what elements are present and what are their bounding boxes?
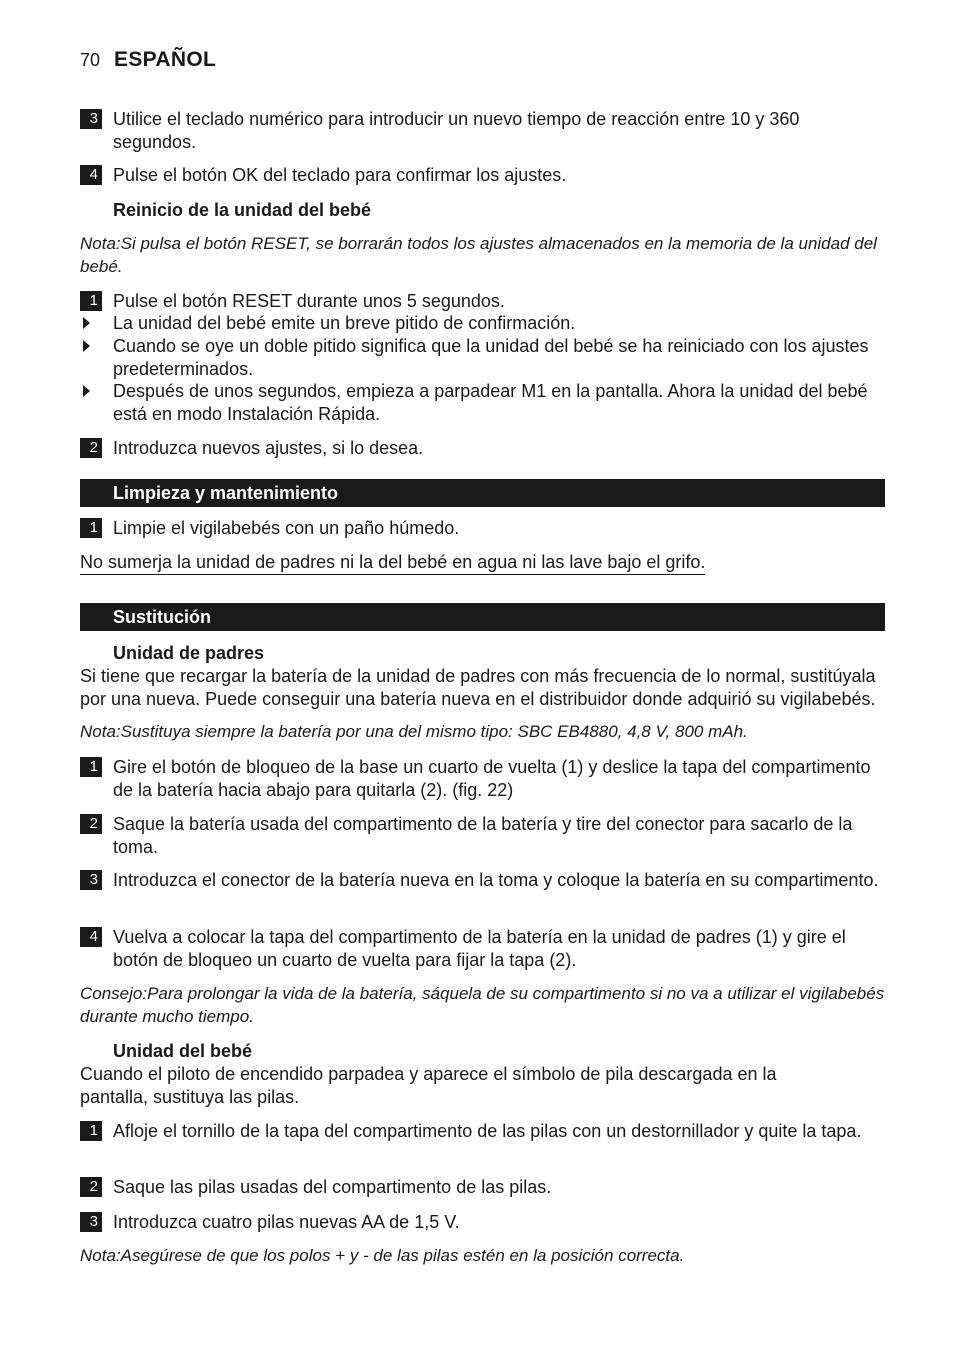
reset-bullet-2 bbox=[80, 335, 885, 380]
parent-step-2 bbox=[80, 813, 885, 858]
step-text: Pulse el botón RESET durante unos 5 segundos. bbox=[113, 291, 505, 311]
cleaning-step-1 bbox=[80, 517, 885, 540]
bullet-arrow-icon bbox=[80, 380, 102, 425]
parent-unit-intro: Si tiene que recargar la batería de la unidad de padres con más frecuencia de lo normal, sustitúyala por una nueva. Puede conseguir una batería nueva en el distribuidor donde adquirió su vigilabebés. bbox=[80, 666, 876, 709]
step-4-confirm bbox=[80, 164, 885, 187]
section-bar-replacement bbox=[80, 603, 885, 631]
section-title: Limpieza y mantenimiento bbox=[113, 483, 339, 503]
step-number: 2 bbox=[80, 1177, 102, 1197]
step-text: Pulse el botón OK del teclado para confirmar los ajustes. bbox=[113, 165, 567, 185]
step-text: Introduzca cuatro pilas nuevas AA de 1,5 V. bbox=[113, 1212, 460, 1232]
page-number: 70 bbox=[80, 50, 101, 70]
baby-step-2 bbox=[80, 1176, 885, 1199]
bullet-text: Después de unos segundos, empieza a parpadear M1 en la pantalla. Ahora la unidad del bebé está en modo Instalación Rápida. bbox=[113, 381, 868, 424]
reset-heading: Reinicio de la unidad del bebé bbox=[113, 200, 372, 220]
bullet-text: La unidad del bebé emite un breve pitido de confirmación. bbox=[113, 313, 576, 333]
step-number: 4 bbox=[80, 927, 102, 947]
step-number: 2 bbox=[80, 438, 102, 458]
reset-bullet-3 bbox=[80, 380, 885, 425]
step-number: 1 bbox=[80, 757, 102, 777]
step-number: 1 bbox=[80, 291, 102, 311]
cleaning-warning: No sumerja la unidad de padres ni la del bebé en agua ni las lave bajo el grifo. bbox=[80, 551, 705, 575]
bullet-arrow-icon bbox=[80, 312, 102, 335]
bullet-text: Cuando se oye un doble pitido significa que la unidad del bebé se ha reiniciado con los ajustes predeterminados. bbox=[113, 336, 869, 379]
step-number: 1 bbox=[80, 1121, 102, 1141]
step-text: Utilice el teclado numérico para introducir un nuevo tiempo de reacción entre 10 y 360 segundos. bbox=[113, 109, 800, 152]
step-3-reaction-time bbox=[80, 108, 885, 153]
reset-step-2 bbox=[80, 437, 885, 460]
baby-step-1 bbox=[80, 1120, 885, 1143]
parent-step-1 bbox=[80, 756, 885, 801]
section-bar-cleaning bbox=[80, 479, 885, 507]
reset-bullet-1 bbox=[80, 312, 885, 335]
step-number: 3 bbox=[80, 1212, 102, 1232]
page-header bbox=[80, 48, 216, 74]
parent-unit-tip: Consejo:Para prolongar la vida de la batería, sáquela de su compartimento si no va a utilizar el vigilabebés durante mucho tiempo. bbox=[80, 984, 885, 1026]
parent-step-3 bbox=[80, 869, 885, 892]
step-number: 4 bbox=[80, 165, 102, 185]
baby-unit-note: Nota:Asegúrese de que los polos + y - de las pilas estén en la posición correcta. bbox=[80, 1246, 685, 1265]
parent-unit-heading: Unidad de padres bbox=[113, 643, 265, 663]
step-number: 1 bbox=[80, 518, 102, 538]
step-number: 3 bbox=[80, 109, 102, 129]
step-text: Saque las pilas usadas del compartimento de las pilas. bbox=[113, 1177, 552, 1197]
step-text: Afloje el tornillo de la tapa del compartimento de las pilas con un destornillador y quite la tapa. bbox=[113, 1121, 862, 1141]
step-number: 2 bbox=[80, 814, 102, 834]
reset-note: Nota:Si pulsa el botón RESET, se borrarán todos los ajustes almacenados en la memoria de la unidad del bebé. bbox=[80, 234, 877, 276]
step-number: 3 bbox=[80, 870, 102, 890]
step-text: Introduzca nuevos ajustes, si lo desea. bbox=[113, 438, 424, 458]
step-text: Gire el botón de bloqueo de la base un cuarto de vuelta (1) y deslice la tapa del compartimento de la batería hacia abajo para quitarla (2). (fig. 22) bbox=[113, 757, 871, 800]
parent-step-4 bbox=[80, 926, 885, 971]
language-title: ESPAÑOL bbox=[114, 48, 217, 71]
reset-step-1 bbox=[80, 290, 885, 313]
bullet-arrow-icon bbox=[80, 335, 102, 380]
step-text: Limpie el vigilabebés con un paño húmedo. bbox=[113, 518, 460, 538]
baby-unit-intro: Cuando el piloto de encendido parpadea y aparece el símbolo de pila descargada en la pantalla, sustituya las pilas. bbox=[80, 1064, 777, 1107]
parent-unit-note: Nota:Sustituya siempre la batería por una del mismo tipo: SBC EB4880, 4,8 V, 800 mAh. bbox=[80, 722, 748, 741]
step-text: Saque la batería usada del compartimento de la batería y tire del conector para sacarlo de la toma. bbox=[113, 814, 853, 857]
step-text: Vuelva a colocar la tapa del compartimento de la batería en la unidad de padres (1) y gire el botón de bloqueo un cuarto de vuelta para fijar la tapa (2). bbox=[113, 927, 846, 970]
baby-unit-heading: Unidad del bebé bbox=[113, 1041, 253, 1061]
section-title: Sustitución bbox=[113, 607, 211, 627]
baby-step-3 bbox=[80, 1211, 885, 1234]
step-text: Introduzca el conector de la batería nueva en la toma y coloque la batería en su compartimento. bbox=[113, 870, 879, 890]
